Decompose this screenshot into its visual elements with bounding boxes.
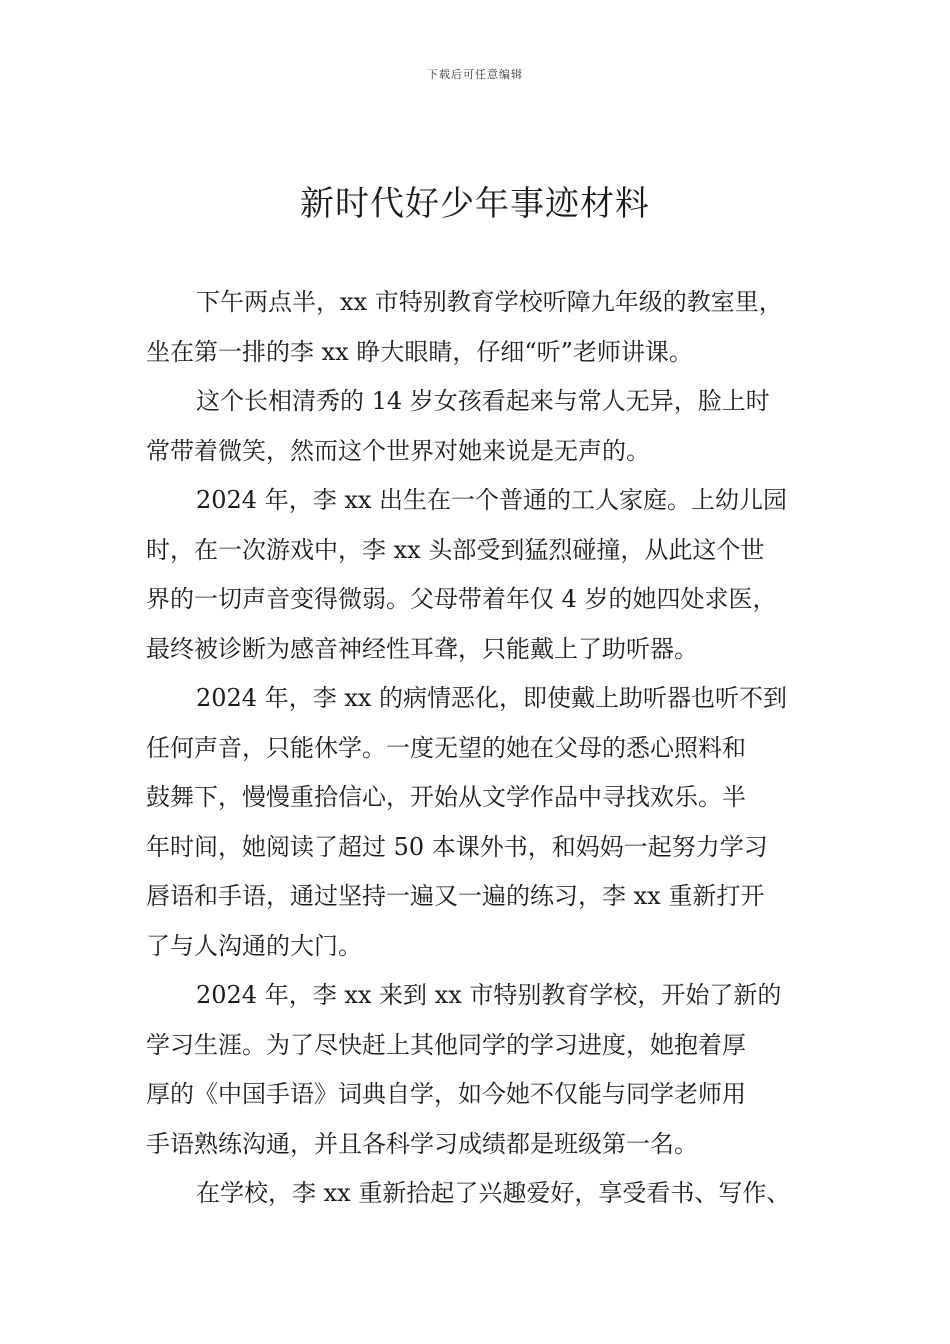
paragraph-line: 坐在第一排的李 xx 睁大眼睛，仔细“听”老师讲课。 bbox=[146, 337, 693, 366]
paragraph-line: 2024 年，李 xx 来到 xx 市特别教育学校，开始了新的 bbox=[196, 981, 782, 1009]
paragraph bbox=[146, 377, 826, 476]
document-body bbox=[146, 278, 826, 1219]
paragraph bbox=[146, 674, 826, 971]
document-title: 新时代好少年事迹材料 bbox=[300, 184, 650, 224]
paragraph-line: 年时间，她阅读了超过 50 本课外书，和妈妈一起努力学习 bbox=[146, 832, 768, 861]
paragraph-line: 了与人沟通的大门。 bbox=[146, 931, 362, 960]
paragraph-line: 唇语和手语，通过坚持一遍又一遍的练习，李 xx 重新打开 bbox=[146, 882, 765, 910]
paragraph-line: 学习生涯。为了尽快赶上其他同学的学习进度，她抱着厚 bbox=[146, 1030, 746, 1059]
paragraph bbox=[146, 278, 826, 377]
paragraph-line: 时，在一次游戏中，李 xx 头部受到猛烈碰撞，从此这个世 bbox=[146, 535, 765, 564]
paragraph-line: 2024 年，李 xx 出生在一个普通的工人家庭。上幼儿园 bbox=[196, 486, 788, 514]
paragraph-line: 任何声音，只能休学。一度无望的她在父母的悉心照料和 bbox=[146, 733, 746, 762]
paragraph bbox=[146, 971, 826, 1169]
paragraph-line: 这个长相清秀的 14 岁女孩看起来与常人无异，脸上时 bbox=[196, 387, 770, 415]
paragraph-line: 下午两点半，xx 市特别教育学校听障九年级的教室里， bbox=[196, 288, 783, 316]
paragraph-line: 界的一切声音变得微弱。父母带着年仅 4 岁的她四处求医， bbox=[146, 585, 777, 613]
paragraph-line: 最终被诊断为感音神经性耳聋，只能戴上了助听器。 bbox=[146, 634, 698, 663]
paragraph-line: 手语熟练沟通，并且各科学习成绩都是班级第一名。 bbox=[146, 1129, 698, 1158]
paragraph bbox=[146, 476, 826, 674]
paragraph-line: 鼓舞下，慢慢重拾信心，开始从文学作品中寻找欢乐。半 bbox=[146, 783, 746, 811]
paragraph bbox=[146, 1169, 826, 1219]
header-note: 下载后可任意编辑 bbox=[427, 68, 523, 81]
paragraph-line: 常带着微笑，然而这个世界对她来说是无声的。 bbox=[146, 436, 650, 465]
paragraph-line: 在学校，李 xx 重新拾起了兴趣爱好，享受看书、写作、 bbox=[196, 1179, 791, 1207]
paragraph-line: 厚的《中国手语》词典自学，如今她不仅能与同学老师用 bbox=[146, 1080, 746, 1108]
paragraph-line: 2024 年，李 xx 的病情恶化，即使戴上助听器也听不到 bbox=[196, 684, 788, 712]
